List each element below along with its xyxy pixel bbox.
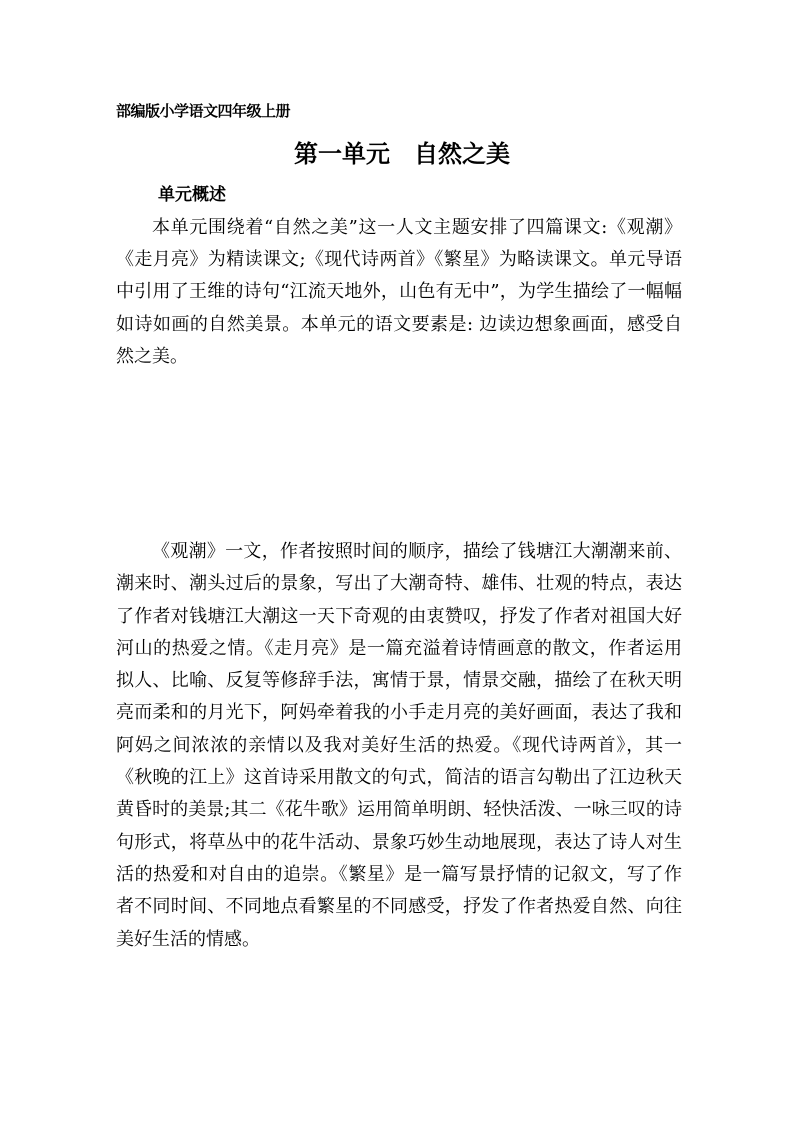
overview-paragraph-2: 《观潮》一文，作者按照时间的顺序，描绘了钱塘江大潮潮来前、潮来时、潮头过后的景象，写出了大潮奇特、雄伟、壮观的特点，表达了作者对钱塘江大潮这一天下奇观的由衷赞叹，抒发了作者对祖国大好河山的热爱之情。《走月亮》是一篇充溢着诗情画意的散文，作者运用拟人、比喻、反复等修辞手法，寓情于景，情景交融，描绘了在秋天明亮而柔和的月光下，阿妈牵着我的小手走月亮的美好画面，表达了我和阿妈之间浓浓的亲情以及我对美好生活的热爱。《现代诗两首》，其一《秋晚的江上》这首诗采用散文的句式，简洁的语言勾勒出了江边秋天黄昏时的美景;其二《花牛歌》运用简单明朗、轻快活泼、一咏三叹的诗句形式，将草丛中的花牛活动、景象巧妙生动地展现，表达了诗人对生活的热爱和对自由的追崇。《繁星》是一篇写景抒情的记叙文，写了作者不同时间、不同地点看繁星的不同感受，抒发了作者热爱自然、向往美好生活的情感。 — [116, 541, 682, 950]
unit-title: 第一单元 自然之美 — [294, 139, 510, 168]
book-header: 部编版小学语文四年级上册 — [116, 102, 291, 120]
section-heading: 单元概述 — [158, 185, 226, 205]
overview-paragraph-1: 本单元围绕着“自然之美”这一人文主题安排了四篇课文:《观潮》《走月亮》为精读课文;《现代诗两首》《繁星》为略读课文。单元导语中引用了王维的诗句“江流天地外，山色有无中”，为学生描绘了一幅幅如诗如画的自然美景。本单元的语文要素是: 边读边想象画面，感受自然之美。 — [116, 217, 682, 367]
